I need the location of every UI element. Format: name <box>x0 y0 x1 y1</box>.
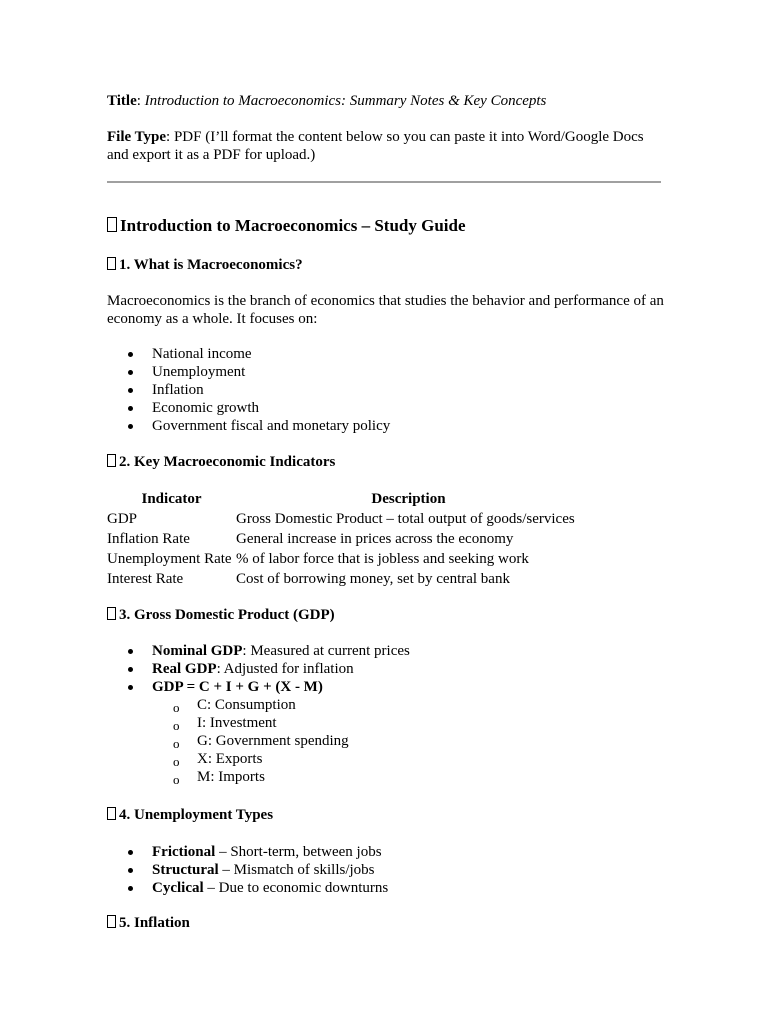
list-item: Inflation <box>107 381 390 399</box>
document-title-line: Title: Introduction to Macroeconomics: Summary Notes & Key Concepts <box>107 93 547 109</box>
guide-title: Introduction to Macroeconomics – Study Guide <box>120 216 466 235</box>
list-item: o G: Government spending <box>173 733 349 751</box>
section-heading <box>107 606 335 624</box>
section-2-heading: 2. Key Macroeconomic Indicators <box>119 454 336 470</box>
guide-heading <box>107 217 466 235</box>
missing-glyph-icon <box>107 607 116 620</box>
list-item: Nominal GDP: Measured at current prices <box>107 642 410 660</box>
section-4-list <box>107 843 388 897</box>
missing-glyph-icon <box>107 454 116 467</box>
list-item: Structural – Mismatch of skills/jobs <box>107 861 388 879</box>
section-1-list <box>107 345 390 435</box>
section-heading <box>107 453 335 471</box>
table-cell: Unemployment Rate <box>107 551 232 567</box>
bullet-icon <box>128 886 133 891</box>
list-item: National income <box>107 345 390 363</box>
indicators-table <box>107 489 581 589</box>
circle-bullet-icon: o <box>173 700 180 715</box>
filetype-text: : PDF (I’ll format the content below so you can paste it into Word/Google Docs and export it as a PDF for upload.) <box>107 129 644 163</box>
table-row <box>107 569 581 589</box>
circle-bullet-icon: o <box>173 772 180 787</box>
bullet-icon <box>128 850 133 855</box>
table-cell: Gross Domestic Product – total output of goods/services <box>236 511 575 527</box>
table-row <box>107 529 581 549</box>
circle-bullet-icon: o <box>173 718 180 733</box>
section-heading <box>107 256 303 274</box>
section-1-heading: 1. What is Macroeconomics? <box>119 257 303 273</box>
bullet-icon <box>128 685 133 690</box>
file-type-line <box>107 128 667 164</box>
missing-glyph-icon <box>107 257 116 270</box>
table-cell: Inflation Rate <box>107 531 190 547</box>
list-item: Unemployment <box>107 363 390 381</box>
bullet-icon <box>128 868 133 873</box>
missing-glyph-icon <box>107 217 117 232</box>
table-cell: Cost of borrowing money, set by central bank <box>236 571 510 587</box>
section-1-paragraph: Macroeconomics is the branch of economics that studies the behavior and performance of an economy as a whole. It focuses on: <box>107 293 664 327</box>
list-item: Government fiscal and monetary policy <box>107 417 390 435</box>
list-item: Real GDP: Adjusted for inflation <box>107 660 410 678</box>
section-heading <box>107 914 190 932</box>
circle-bullet-icon: o <box>173 754 180 769</box>
gdp-components-list <box>107 696 349 786</box>
list-item: Cyclical – Due to economic downturns <box>107 879 388 897</box>
section-3-heading: 3. Gross Domestic Product (GDP) <box>119 607 335 623</box>
table-cell: Interest Rate <box>107 571 184 587</box>
table-cell: General increase in prices across the economy <box>236 531 514 547</box>
bullet-icon <box>128 388 133 393</box>
circle-bullet-icon: o <box>173 736 180 751</box>
list-item: o I: Investment <box>173 715 277 733</box>
bullet-icon <box>128 352 133 357</box>
missing-glyph-icon <box>107 915 116 928</box>
title-text: Introduction to Macroeconomics: Summary Notes & Key Concepts <box>144 93 547 109</box>
table-cell: % of labor force that is jobless and seeking work <box>236 551 529 567</box>
list-item: Frictional – Short-term, between jobs <box>107 843 388 861</box>
section-heading <box>107 806 273 824</box>
list-item: GDP = C + I + G + (X - M) <box>107 678 410 696</box>
column-header: Indicator <box>141 491 202 507</box>
title-label: Title <box>107 93 137 109</box>
table-cell: GDP <box>107 511 138 527</box>
bullet-icon <box>128 424 133 429</box>
section-5-heading: 5. Inflation <box>119 915 190 931</box>
list-item: o X: Exports <box>173 751 263 769</box>
list-item: Economic growth <box>107 399 390 417</box>
bullet-icon <box>128 370 133 375</box>
table-row <box>107 549 581 569</box>
section-3-list <box>107 642 410 696</box>
list-item: o C: Consumption <box>173 697 296 715</box>
bullet-icon <box>128 649 133 654</box>
section-4-heading: 4. Unemployment Types <box>119 807 274 823</box>
list-item: o M: Imports <box>173 769 265 787</box>
column-header: Description <box>371 491 446 507</box>
bullet-icon <box>128 667 133 672</box>
table-row <box>107 509 581 529</box>
missing-glyph-icon <box>107 807 116 820</box>
table-header-row <box>107 489 581 509</box>
horizontal-rule <box>107 181 661 183</box>
filetype-label: File Type <box>107 129 167 145</box>
bullet-icon <box>128 406 133 411</box>
